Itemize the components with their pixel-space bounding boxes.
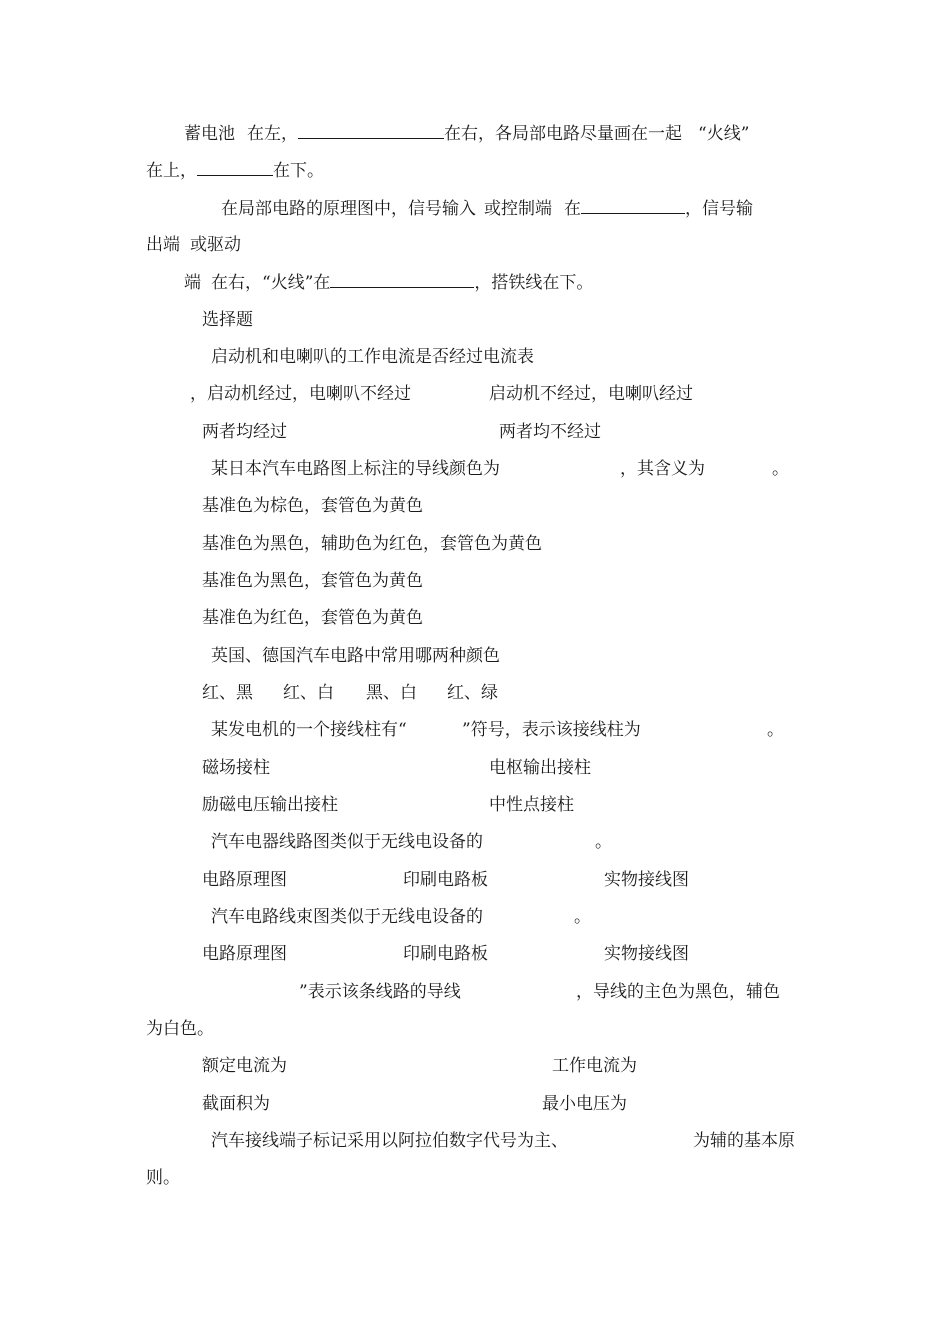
q5-stem-a: 汽车电器线路图类似于无线电设备的 bbox=[211, 832, 483, 852]
p3-text-a: 端 bbox=[184, 273, 201, 293]
p2-text-b: 或控制端 bbox=[484, 199, 552, 219]
p1-text-d: “火线” bbox=[698, 124, 750, 144]
q7-stem-cont: 为白色。 bbox=[146, 1019, 214, 1039]
q1-option-a[interactable]: ，启动机经过，电喇叭不经过 bbox=[190, 384, 411, 404]
p1-cont-b: 在下。 bbox=[273, 161, 324, 181]
p3-text-c: ，搭铁线在下。 bbox=[474, 273, 594, 293]
q4-option-a[interactable]: 磁场接柱 bbox=[202, 758, 270, 778]
p2-line bbox=[221, 197, 753, 220]
p3-text-b: 在右，“火线”在 bbox=[211, 273, 331, 293]
q7-stem-b: ，导线的主色为黑色，辅色 bbox=[576, 982, 780, 1002]
q4-option-c[interactable]: 励磁电压输出接柱 bbox=[202, 795, 338, 815]
p2-cont-b: 或驱动 bbox=[190, 235, 241, 255]
q2-option-d[interactable]: 基准色为红色，套管色为黄色 bbox=[202, 608, 423, 628]
q6-option-b[interactable]: 印刷电路板 bbox=[403, 944, 488, 964]
q6-stem-b: 。 bbox=[574, 907, 591, 927]
p2-blank[interactable] bbox=[581, 197, 685, 214]
q3-option-d[interactable]: 红、绿 bbox=[447, 683, 498, 703]
q2-stem-a: 某日本汽车电路图上标注的导线颜色为 bbox=[211, 459, 500, 479]
q6-option-a[interactable]: 电路原理图 bbox=[202, 944, 287, 964]
p2-cont-a: 出端 bbox=[146, 235, 180, 255]
q6-option-c[interactable]: 实物接线图 bbox=[604, 944, 689, 964]
q8-stem-a: 汽车接线端子标记采用以阿拉伯数字代号为主、 bbox=[211, 1131, 568, 1151]
q5-option-b[interactable]: 印刷电路板 bbox=[403, 870, 488, 890]
q1-stem: 启动机和电喇叭的工作电流是否经过电流表 bbox=[211, 347, 534, 367]
p1-line bbox=[184, 122, 749, 145]
q2-option-c[interactable]: 基准色为黑色，套管色为黄色 bbox=[202, 571, 423, 591]
p2-cont-line bbox=[146, 234, 241, 256]
section-title: 选择题 bbox=[202, 310, 253, 330]
p2-text-a: 在局部电路的原理图中，信号输入 bbox=[221, 199, 476, 219]
q3-stem: 英国、德国汽车电路中常用哪两种颜色 bbox=[211, 646, 500, 666]
q7-option-d[interactable]: 最小电压为 bbox=[542, 1094, 627, 1114]
q7-option-a[interactable]: 额定电流为 bbox=[202, 1056, 287, 1076]
q4-stem-b: ”符号，表示该接线柱为 bbox=[462, 720, 641, 740]
p1-blank-2[interactable] bbox=[197, 159, 273, 176]
q4-stem-c: 。 bbox=[767, 720, 784, 740]
q2-option-b[interactable]: 基准色为黑色，辅助色为红色，套管色为黄色 bbox=[202, 534, 542, 554]
q2-option-a[interactable]: 基准色为棕色，套管色为黄色 bbox=[202, 496, 423, 516]
q1-option-d[interactable]: 两者均不经过 bbox=[499, 422, 601, 442]
q6-stem-a: 汽车电路线束图类似于无线电设备的 bbox=[211, 907, 483, 927]
p2-text-d: ，信号输 bbox=[685, 199, 753, 219]
q3-option-b[interactable]: 红、白 bbox=[283, 683, 334, 703]
p1-cont-line bbox=[146, 159, 324, 182]
q1-option-c[interactable]: 两者均经过 bbox=[202, 422, 287, 442]
p2-text-c: 在 bbox=[564, 199, 581, 219]
q4-option-b[interactable]: 电枢输出接柱 bbox=[489, 758, 591, 778]
q7-option-c[interactable]: 截面积为 bbox=[202, 1094, 270, 1114]
q2-stem-b: ，其含义为 bbox=[620, 459, 705, 479]
q2-stem-c: 。 bbox=[772, 459, 789, 479]
p3-blank[interactable] bbox=[330, 271, 474, 288]
q5-stem-b: 。 bbox=[595, 832, 612, 852]
q4-stem-a: 某发电机的一个接线柱有“ bbox=[211, 720, 407, 740]
p1-blank-1[interactable] bbox=[298, 122, 444, 139]
q1-option-b[interactable]: 启动机不经过，电喇叭经过 bbox=[489, 384, 693, 404]
p1-text-b: 在左， bbox=[247, 124, 298, 144]
q3-option-a[interactable]: 红、黑 bbox=[202, 683, 253, 703]
q7-stem-a: ”表示该条线路的导线 bbox=[299, 982, 461, 1002]
q8-stem-b: 为辅的基本原 bbox=[693, 1131, 795, 1151]
q3-option-c[interactable]: 黑、白 bbox=[366, 683, 417, 703]
p1-cont-a: 在上， bbox=[146, 161, 197, 181]
p1-text-c: 在右，各局部电路尽量画在一起 bbox=[444, 124, 682, 144]
p1-text-a: 蓄电池 bbox=[184, 124, 235, 144]
q7-option-b[interactable]: 工作电流为 bbox=[552, 1056, 637, 1076]
q4-option-d[interactable]: 中性点接柱 bbox=[489, 795, 574, 815]
p3-line bbox=[184, 271, 593, 294]
q5-option-c[interactable]: 实物接线图 bbox=[604, 870, 689, 890]
q8-stem-cont: 则。 bbox=[146, 1168, 180, 1188]
q5-option-a[interactable]: 电路原理图 bbox=[202, 870, 287, 890]
